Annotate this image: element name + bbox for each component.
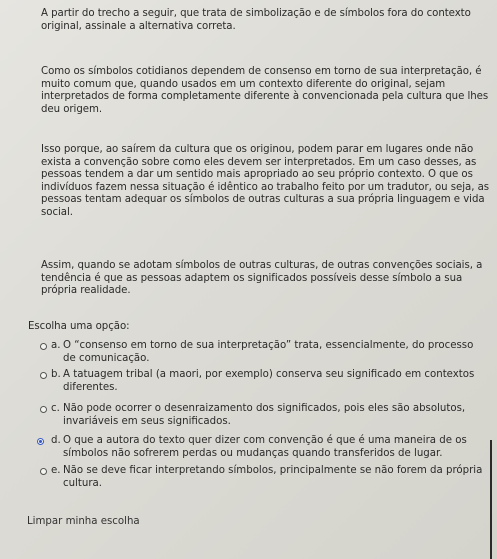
- paragraph-line: interpretados de forma completamente diferente à convencionada pela cultura que lhes: [41, 91, 489, 103]
- option-text-line: símbolos não sofrerem perdas ou mudanças quando transferidos de lugar.: [63, 448, 443, 459]
- paragraph-line: tendência é que as pessoas adaptem os significados possíveis desse símbolo a sua: [41, 272, 463, 284]
- option-text-line: diferentes.: [63, 382, 118, 393]
- radio-option-c[interactable]: [40, 406, 47, 413]
- option-letter: b.: [51, 369, 61, 380]
- option-text-line: invariáveis em seus significados.: [63, 416, 231, 427]
- option-letter: e.: [51, 465, 61, 476]
- option-letter: c.: [51, 403, 60, 414]
- paragraph-line: Como os símbolos cotidianos dependem de consenso em torno de sua interpretação, é: [41, 66, 482, 77]
- paragraph-line: Assim, quando se adotam símbolos de outras culturas, de outras convenções sociais, a: [41, 260, 483, 271]
- intro-line: A partir do trecho a seguir, que trata de simbolização e de símbolos fora do contexto: [41, 8, 471, 19]
- radio-option-a[interactable]: [40, 343, 47, 350]
- paragraph-line: exista a convenção sobre como eles devem ser interpretados. Em um caso desses, as: [41, 156, 477, 168]
- question-intro: [41, 8, 481, 33]
- option-text-line: O “consenso em torno de sua interpretação” trata, essencialmente, do processo: [63, 340, 474, 351]
- option-text-line: Não se deve ficar interpretando símbolos, principalmente se não forem da própria: [63, 465, 483, 476]
- paragraph-line: social.: [41, 206, 73, 218]
- excerpt-paragraph-2: [41, 144, 489, 220]
- option-text-line: de comunicação.: [63, 353, 150, 364]
- option-text-line: O que a autora do texto quer dizer com convenção é que é uma maneira de os: [63, 435, 467, 446]
- paragraph-line: pessoas tendem a dar um sentido mais apropriado ao seu próprio contexto. O que os: [41, 169, 473, 181]
- excerpt-paragraph-3: [41, 260, 482, 298]
- paragraph-line: deu origem.: [41, 103, 103, 115]
- choose-option-label: Escolha uma opção:: [28, 321, 130, 332]
- page-edge-divider: [490, 440, 492, 559]
- clear-choice-link[interactable]: Limpar minha escolha: [27, 516, 140, 527]
- excerpt-paragraph-1: [41, 66, 488, 116]
- paragraph-line: própria realidade.: [41, 285, 131, 297]
- option-text-line: Não pode ocorrer o desenraizamento dos significados, pois eles são absolutos,: [63, 403, 466, 414]
- paragraph-line: Isso porque, ao saírem da cultura que os originou, podem parar em lugares onde não: [41, 144, 474, 155]
- intro-line: original, assinale a alternativa correta.: [41, 20, 236, 32]
- paragraph-line: pessoas tentam adequar os símbolos de outras culturas a sua própria linguagem e vida: [41, 194, 485, 206]
- radio-option-b[interactable]: [40, 372, 47, 379]
- radio-option-e[interactable]: [40, 468, 47, 475]
- option-text-line: A tatuagem tribal (a maori, por exemplo) conserva seu significado em contextos: [63, 369, 475, 380]
- option-text-line: cultura.: [63, 478, 103, 489]
- paragraph-line: muito comum que, quando usados em um contexto diferente do original, sejam: [41, 78, 446, 90]
- paragraph-line: indivíduos fazem nessa situação é idêntico ao trabalho feito por um tradutor, ou seja, as: [41, 181, 490, 193]
- option-letter: d.: [51, 435, 61, 446]
- option-letter: a.: [51, 340, 61, 351]
- radio-option-d[interactable]: [37, 438, 44, 445]
